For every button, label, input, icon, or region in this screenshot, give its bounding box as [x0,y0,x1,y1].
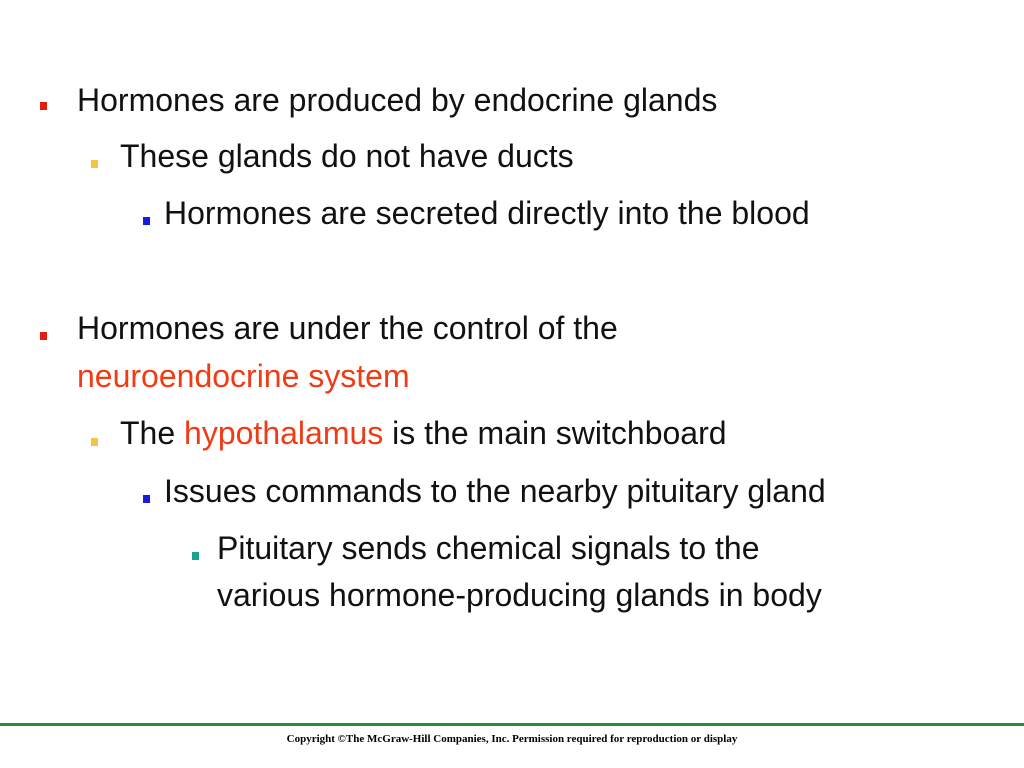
text-segment: The [120,415,176,451]
bullet-square-icon [143,217,150,225]
bullet-level1-text: Hormones are under the control of the [77,310,618,346]
footer-divider [0,723,1024,726]
text-segment: is the main switchboard [392,415,727,451]
bullet-square-icon [143,495,150,503]
bullet-level4-text: various hormone-producing glands in body [217,577,822,613]
bullet-square-icon [40,332,47,340]
bullet-level1-text: Hormones are produced by endocrine glands [77,82,718,118]
bullet-square-icon [192,552,199,560]
copyright-notice: Copyright ©The McGraw-Hill Companies, Inc. Permission required for reproduction or display [286,733,738,745]
bullet-level3-text: Issues commands to the nearby pituitary gland [164,473,826,509]
bullet-level4-text: Pituitary sends chemical signals to the [217,530,760,566]
highlight-term: neuroendocrine system [77,358,410,394]
bullet-square-icon [91,438,98,446]
bullet-level3-text: Hormones are secreted directly into the blood [164,195,810,231]
bullet-level2-text: These glands do not have ducts [120,138,574,174]
bullet-level2-text [120,415,727,452]
bullet-square-icon [91,160,98,168]
bullet-square-icon [40,102,47,110]
highlight-term: hypothalamus [184,415,384,451]
